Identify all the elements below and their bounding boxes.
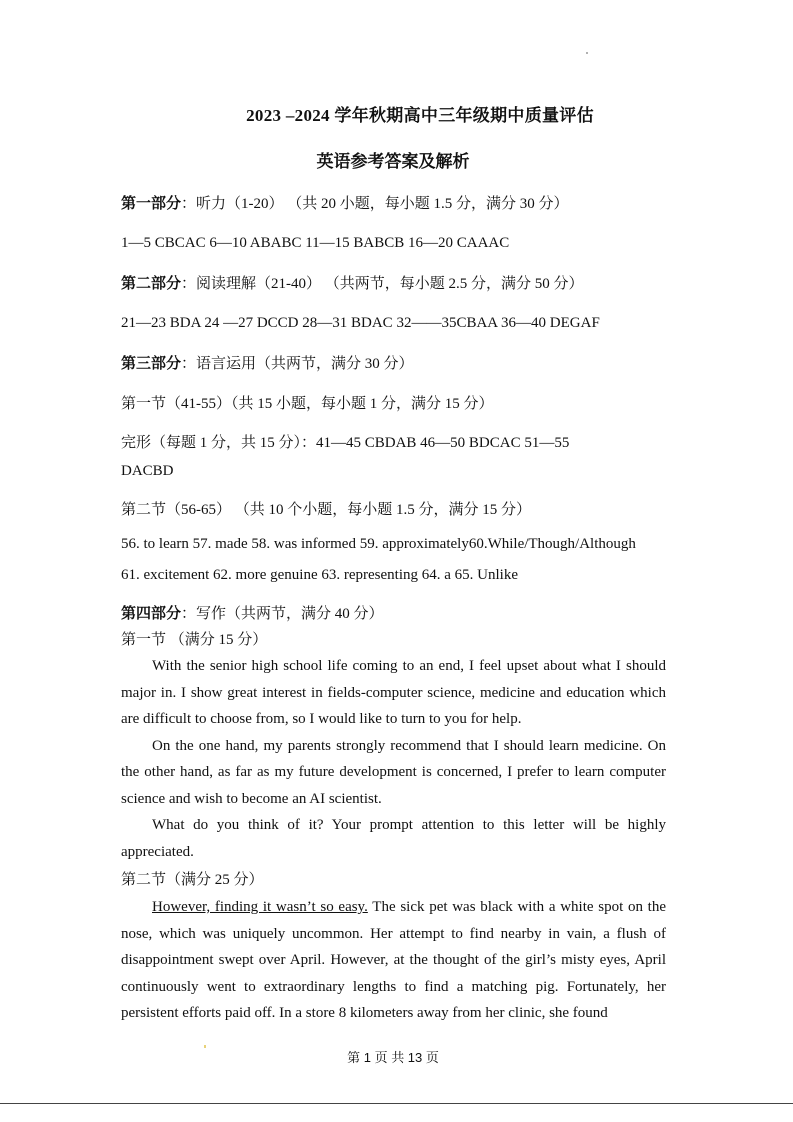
- part4-section1-heading: 第一节 （满分 15 分）: [121, 632, 268, 648]
- part3-cloze-answers: 完形（每题 1 分，共 15 分）：41—45 CBDAB 46—50 BDCAC 51—55: [121, 435, 570, 451]
- scan-speck: [586, 52, 588, 54]
- part2-answers: 21—23 BDA 24 —27 DCCD 28—31 BDAC 32——35CBAA 36—40 DEGAF: [121, 315, 600, 331]
- document-subtitle: 英语参考答案及解析: [316, 152, 470, 171]
- part2-heading-text: ：阅读理解（21-40） （共两节，每小题 2.5 分，满分 50 分）: [181, 276, 584, 292]
- part4-section2-essay: [121, 894, 666, 1027]
- page-number: 第 1 页 共 13 页: [347, 1050, 439, 1065]
- part4-heading-text: ：写作（共两节，满分 40 分）: [181, 606, 384, 622]
- document-title: 2023 –2024 学年秋期高中三年级期中质量评估: [246, 106, 594, 125]
- part1-heading-text: ：听力（1-20） （共 20 小题，每小题 1.5 分，满分 30 分）: [181, 196, 569, 212]
- part4-label: 第四部分: [121, 606, 182, 622]
- essay-continuation: The sick pet was black with a white spot on the nose, which was uniquely uncommon. Her attempt to find nearby in vain, a flush of disappointment swept over April. However, at the thought of the girl’s misty eyes, April continuously went to extraordinary lengths to find a matching pig. Fortunately, her persistent efforts paid off. In a store 8 kilometers away from her clinic, she found: [121, 899, 667, 1021]
- part3-cloze-answers-cont: DACBD: [121, 463, 174, 479]
- part1-heading: [121, 195, 569, 213]
- part1-answers: 1—5 CBCAC 6—10 ABABC 11—15 BABCB 16—20 CAAAC: [121, 235, 510, 251]
- page-bottom-divider: [0, 1103, 793, 1104]
- essay-paragraph: [121, 894, 666, 1027]
- essay-paragraph: On the one hand, my parents strongly recommend that I should learn medicine. On the other hand, as far as my future development is concerned, I prefer to learn computer science and wish to become an AI scientist.: [121, 737, 666, 807]
- part3-section2-heading: 第二节（56-65） （共 10 个小题，每小题 1.5 分，满分 15 分）: [121, 502, 531, 518]
- part3-section2-answers-line2: 61. excitement 62. more genuine 63. representing 64. a 65. Unlike: [121, 567, 518, 583]
- underlined-opening-sentence: However, finding it wasn’t so easy.: [152, 899, 368, 915]
- part2-label: 第二部分: [121, 276, 182, 292]
- part4-section1-essay: [121, 653, 666, 865]
- part4-section2-heading: 第二节（满分 25 分）: [121, 872, 264, 888]
- essay-paragraph: What do you think of it? Your prompt attention to this letter will be highly appreciated.: [121, 817, 666, 860]
- part2-heading: [121, 275, 584, 293]
- part3-section2-answers-line1: 56. to learn 57. made 58. was informed 59. approximately60.While/Though/Although: [121, 536, 636, 552]
- part3-label: 第三部分: [121, 356, 182, 372]
- part3-heading: [121, 355, 414, 373]
- part3-section1-heading: 第一节（41-55）（共 15 小题，每小题 1 分，满分 15 分）: [121, 396, 494, 412]
- part3-heading-text: ：语言运用（共两节，满分 30 分）: [181, 356, 414, 372]
- part1-label: 第一部分: [121, 196, 182, 212]
- essay-paragraph: With the senior high school life coming to an end, I feel upset about what I should major in. I show great interest in fields-computer science, medicine and education which are difficult to choose from, so I would like to turn to you for help.: [121, 658, 666, 727]
- part4-heading: [121, 605, 384, 623]
